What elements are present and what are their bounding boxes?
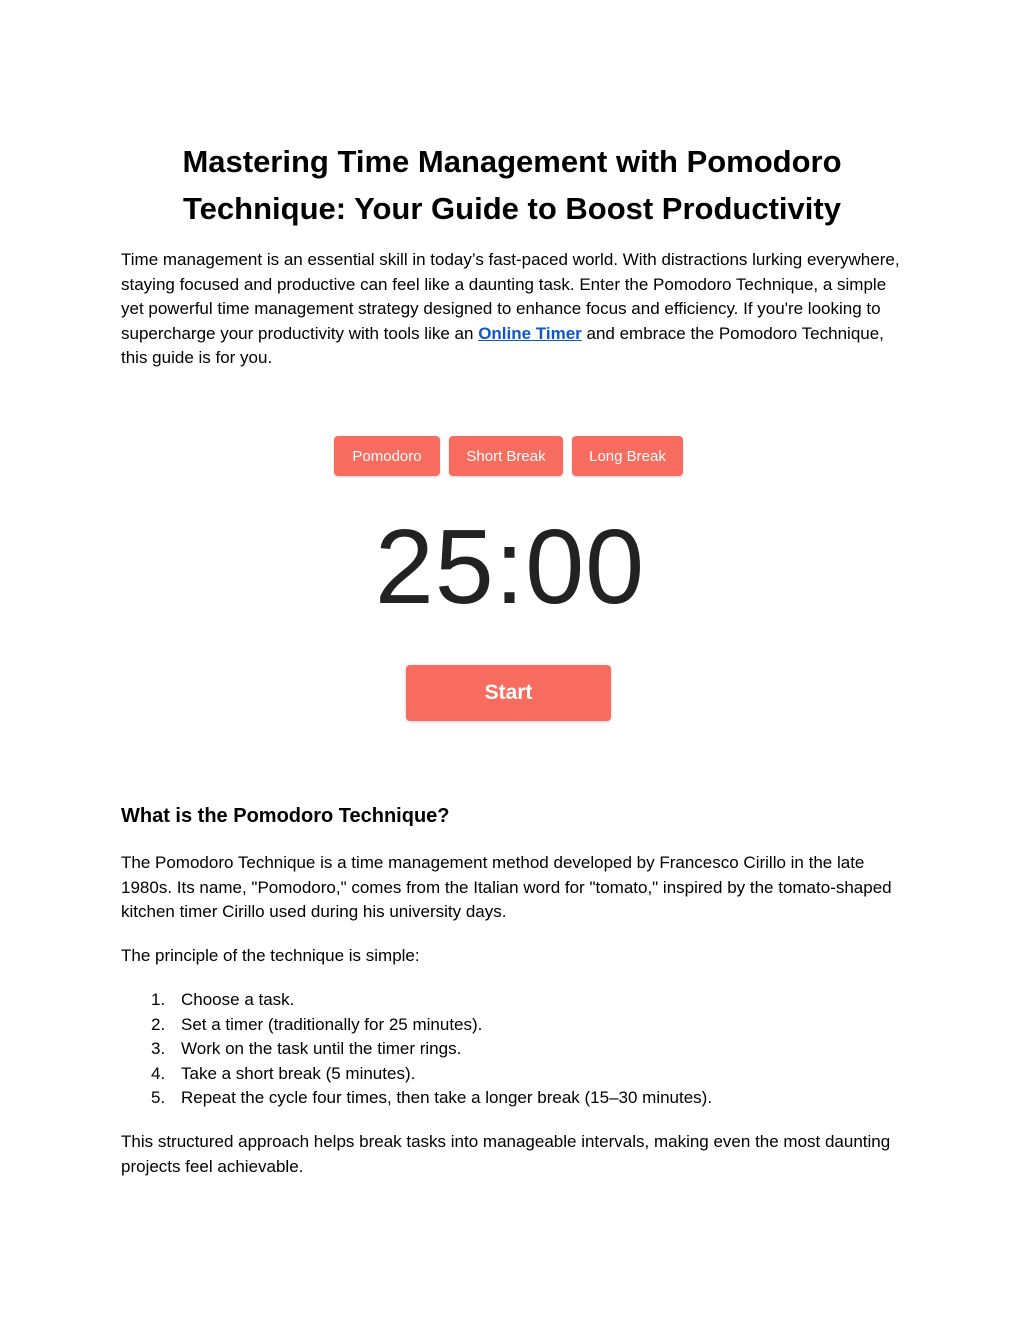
list-item-text: Set a timer (traditionally for 25 minutes).: [181, 1014, 483, 1034]
pomodoro-timer-image: [300, 420, 720, 740]
long-break-mode-button: Long Break: [572, 436, 683, 476]
online-timer-link[interactable]: Online Timer: [478, 323, 582, 343]
list-item-number: 2.: [151, 1014, 166, 1034]
list-item-text: Choose a task.: [181, 990, 295, 1009]
conclusion-paragraph: This structured approach helps break tasks into manageable intervals, making even the most daunting projects feel achievable.: [121, 1132, 891, 1176]
page-title: Mastering Time Management with Pomodoro Technique: Your Guide to Boost Productivity: [182, 144, 842, 226]
list-item: [121, 1086, 901, 1111]
pomodoro-mode-button: Pomodoro: [334, 436, 440, 476]
intro-text-before-link: Time management is an essential skill in today’s fast-paced world. With distractions lurking everywhere, staying focused and productive can feel like a daunting task. Enter the Pomodoro Technique, a simple yet powerful time management strategy designed to enhance focus and efficiency. If you're looking to supercharge your productivity with tools like an: [121, 250, 900, 343]
intro-text-after-link: and embrace the Pomodoro Technique, this guide is for you.: [121, 323, 884, 367]
list-item-text: Repeat the cycle four times, then take a longer break (15–30 minutes).: [181, 1088, 713, 1107]
list-item: [121, 1037, 901, 1062]
list-item: [121, 1062, 901, 1087]
list-item-text: Work on the task until the timer rings.: [181, 1039, 462, 1058]
list-item-number: 4.: [151, 1063, 166, 1083]
list-item-number: 5.: [151, 1088, 166, 1107]
history-paragraph: The Pomodoro Technique is a time management method developed by Francesco Cirillo in the late 1980s. Its name, "Pomodoro," comes from the Italian word for "tomato," inspired by the tomato-shaped kitchen timer Cirillo used during his university days.: [121, 853, 892, 921]
steps-list: [121, 988, 901, 1111]
principle-paragraph: The principle of the technique is simple:: [121, 946, 420, 965]
start-button: Start: [406, 665, 611, 721]
list-item-number: 1.: [151, 990, 166, 1009]
list-item-text: Take a short break (5 minutes).: [181, 1063, 416, 1083]
list-item: [121, 988, 901, 1013]
list-item-number: 3.: [151, 1039, 166, 1058]
intro-paragraph: [121, 248, 911, 371]
short-break-mode-button: Short Break: [449, 436, 563, 476]
list-item: [121, 1013, 901, 1038]
section-heading: What is the Pomodoro Technique?: [121, 805, 450, 827]
timer-display: 25:00: [374, 508, 646, 626]
